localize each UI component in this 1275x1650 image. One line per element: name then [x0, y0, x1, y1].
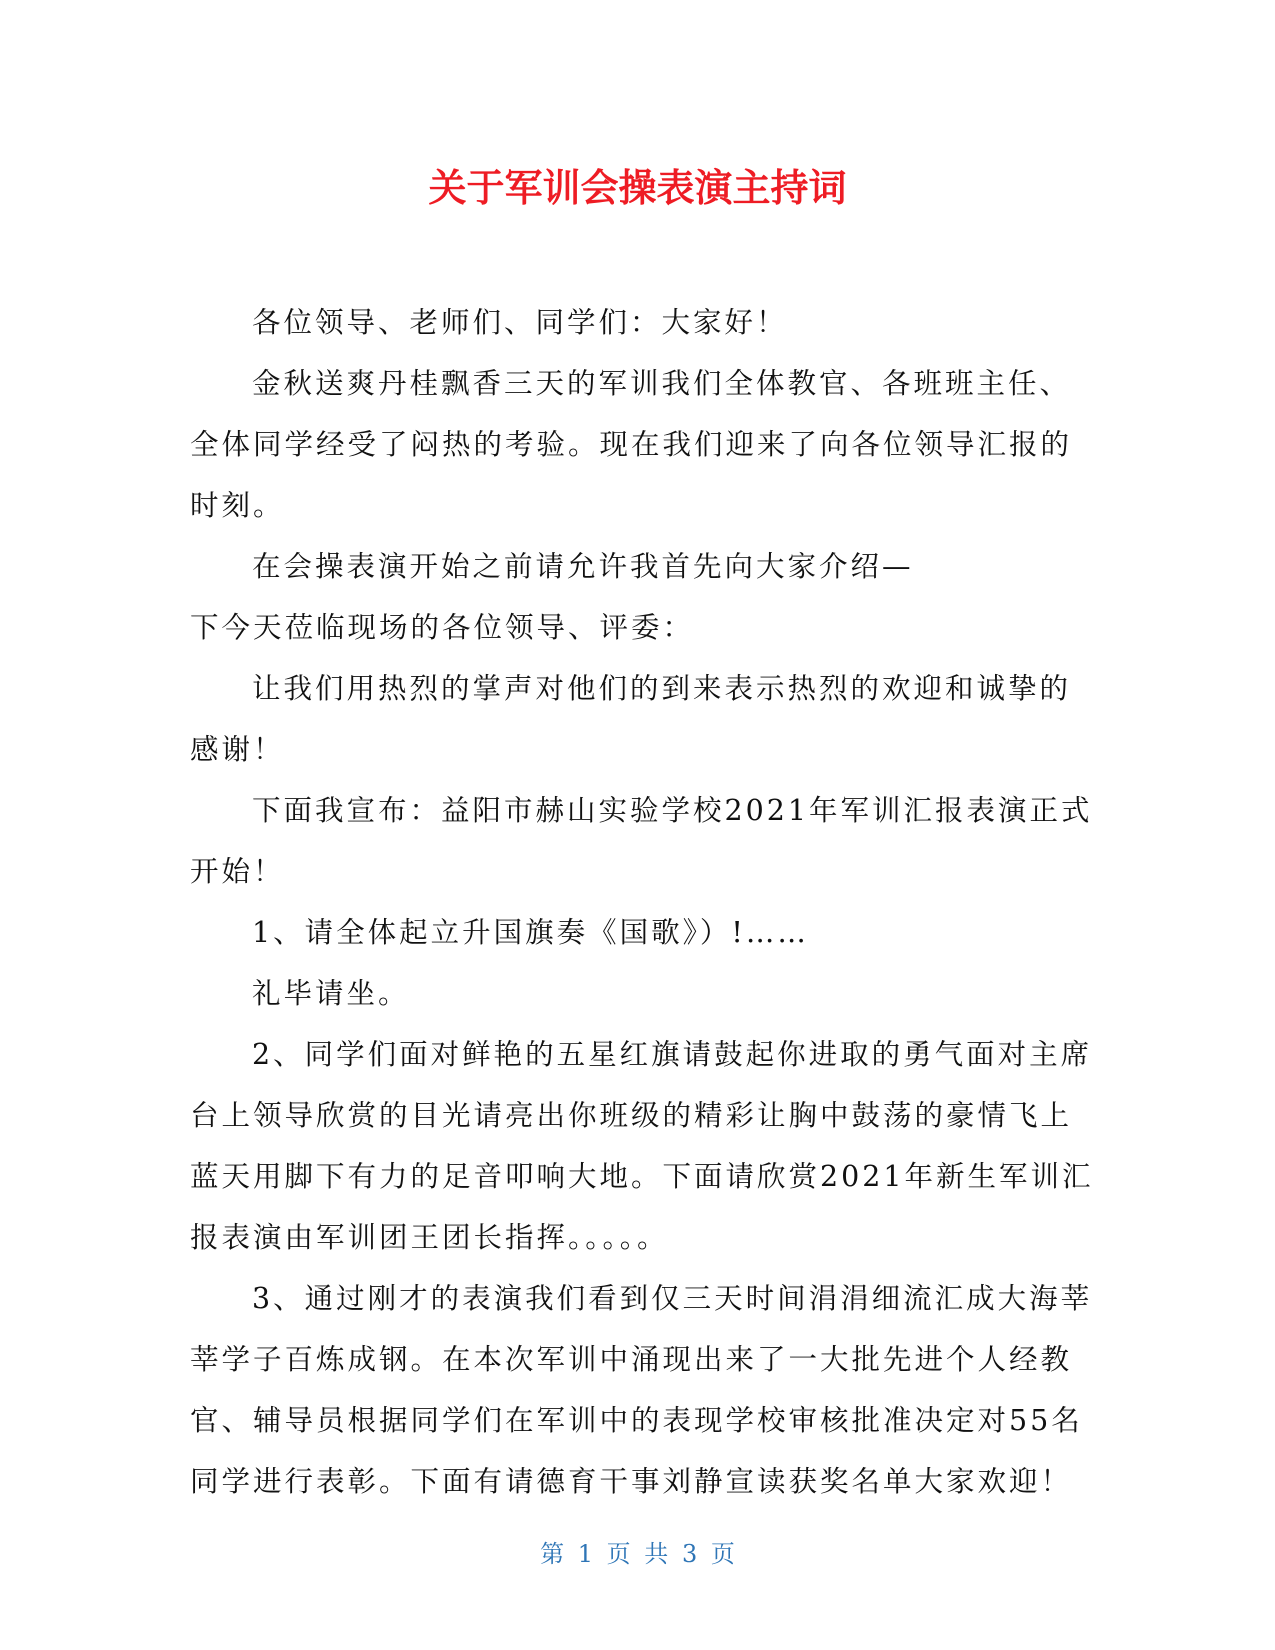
text-line: 感谢！ — [190, 733, 285, 766]
text-line: 在会操表演开始之前请允许我首先向大家介绍— — [252, 550, 914, 583]
text-line: 下今天莅临现场的各位领导、评委： — [190, 611, 695, 644]
text-line: 全体同学经受了闷热的考验。现在我们迎来了向各位领导汇报的 — [190, 428, 1073, 461]
text-line: 开始！ — [190, 855, 285, 888]
text-line: 礼毕请坐。 — [252, 977, 410, 1010]
text-line: 时刻。 — [190, 489, 285, 522]
text-line: 报表演由军训团王团长指挥。。。。。 — [190, 1221, 669, 1254]
document-title: 关于军训会操表演主持词 — [428, 166, 847, 210]
text-line: 下面我宣布：益阳市赫山实验学校2021年军训汇报表演正式 — [252, 794, 1093, 827]
paragraph-item-1 — [190, 902, 1090, 963]
paragraph-opening — [190, 353, 1090, 536]
text-line: 1、请全体起立升国旗奏《国歌》）!…… — [252, 916, 809, 949]
text-line: 同学进行表彰。下面有请德育干事刘静宣读获奖名单大家欢迎！ — [190, 1465, 1073, 1498]
text-line: 蓝天用脚下有力的足音叩响大地。下面请欣赏2021年新生军训汇 — [190, 1160, 1094, 1193]
text-line: 官、辅导员根据同学们在军训中的表现学校审核批准决定对55名 — [190, 1404, 1083, 1437]
text-line: 台上领导欣赏的目光请亮出你班级的精彩让胸中鼓荡的豪情飞上 — [190, 1099, 1073, 1132]
paragraph-announcement — [190, 780, 1093, 902]
text-line: 莘学子百炼成钢。在本次军训中涌现出来了一大批先进个人经教 — [190, 1343, 1073, 1376]
text-line: 3、通过刚才的表演我们看到仅三天时间涓涓细流汇成大海莘 — [252, 1282, 1093, 1315]
paragraph-welcome — [190, 658, 1090, 780]
text-line: 2、同学们面对鲜艳的五星红旗请鼓起你进取的勇气面对主席 — [252, 1038, 1093, 1071]
paragraph-introduction — [190, 536, 1090, 658]
text-line: 各位领导、老师们、同学们：大家好！ — [252, 306, 788, 339]
page-number-footer: 第 1 页 共 3 页 — [540, 1540, 735, 1568]
paragraph-item-2 — [190, 1024, 1094, 1268]
paragraph-greeting — [190, 292, 1090, 353]
document-body — [190, 292, 1094, 1512]
paragraph-item-3 — [190, 1268, 1093, 1512]
paragraph-be-seated — [190, 963, 1090, 1024]
text-line: 让我们用热烈的掌声对他们的到来表示热烈的欢迎和诚挚的 — [252, 672, 1072, 705]
text-line: 金秋送爽丹桂飘香三天的军训我们全体教官、各班班主任、 — [252, 367, 1072, 400]
